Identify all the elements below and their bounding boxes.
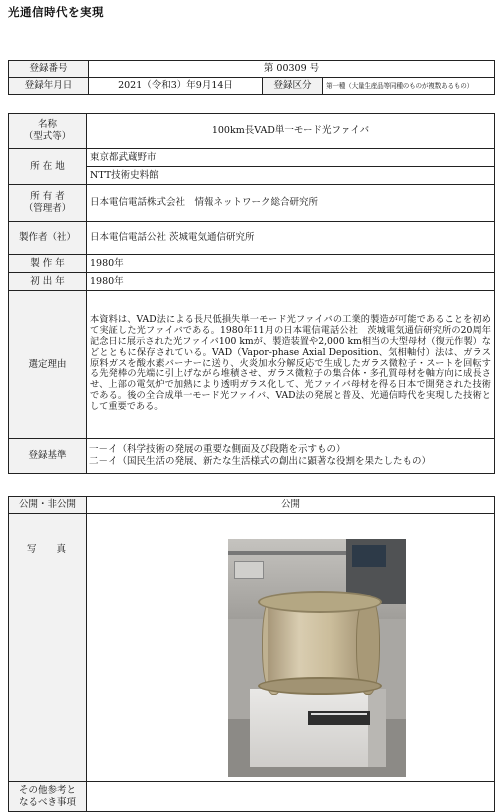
registration-table [8,60,495,95]
registration-category-value: 第一種（大量生産品等同種のものが複数あるもの） [323,78,495,95]
year-value: 1980年 [87,255,495,273]
notes-row [9,782,495,812]
page-title: 光通信時代を実現 [8,5,104,19]
name-row [9,114,495,149]
reason-row [9,291,495,439]
photo-background-object [234,561,264,579]
debut-label: 初 出 年 [9,273,87,291]
photo-pedestal-side [368,689,386,767]
registration-date-value: 2021（令和3）年9月14日 [89,78,263,95]
registration-date-label: 登録年月日 [9,78,89,95]
maker-label: 製作者（社） [9,222,87,255]
reason-text: 本資料は、VAD法による長尺低損失単一モード光ファイバの工業的製造が可能であることを初めて実証した光ファイバである。1980年11月の日本電信電話公社 茨城電気通信研究所の20周年記念日に展示された光ファイバ100 kmが、製造装置や2,000 km相当の大型母材（復元作製）などとともに保存されている。VAD（Vapor-phase Axial Deposition、気相軸付）法は、ガラス原料ガスを酸水素バーナーに送り、火炎加水分解反応で生成したガラス微粒子・スートを回転する先発棒の先端に引上げながら堆積させ、ガラス微粒子の集合体・多孔質母材を軸方向に成長させ、上部の電気炉で加熱により透明ガラス化して、光ファイバ母材を得る日本で開発された技術である。後の全合成単一モード光ファイバ、VAD法の発展と普及、光通信時代を実現した技術として重要である。 [87,291,495,439]
owner-row [9,185,495,222]
owner-label-line1: 所 有 者 [30,191,65,203]
notes-label-line1: その他参考と [18,784,76,796]
year-label: 製 作 年 [9,255,87,273]
reason-label: 選定理由 [9,291,87,439]
registration-date-row [9,78,495,95]
year-row [9,255,495,273]
notes-value [87,782,495,812]
photo-table [8,496,495,812]
debut-row [9,273,495,291]
registration-number-row [9,61,495,78]
owner-label [9,185,87,222]
notes-label [9,782,87,812]
location-line2: NTT技術史料館 [87,167,495,185]
exhibit-photo [228,539,406,777]
criteria-row [9,439,495,474]
notes-label-line2: なるべき事項 [18,796,76,808]
debut-value: 1980年 [87,273,495,291]
public-row [9,497,495,514]
photo-cell [87,514,495,782]
owner-value: 日本電信電話株式会社 情報ネットワーク総合研究所 [87,185,495,222]
location-row-1 [9,149,495,167]
public-label: 公開・非公開 [9,497,87,514]
criteria-label: 登録基準 [9,439,87,474]
registration-number-value: 第 00309 号 [89,61,495,78]
registration-category-label: 登録区分 [263,78,323,95]
fiber-reel-top-rim [258,591,382,613]
public-value: 公開 [87,497,495,514]
photo-label: 写真 [9,514,87,782]
maker-row [9,222,495,255]
name-label-line2: （型式等） [23,131,72,142]
name-label-line1: 名称 [37,119,57,131]
exhibit-plaque-text [311,713,367,715]
photo-pedestal [250,689,386,767]
registration-number-label: 登録番号 [9,61,89,78]
name-label [9,114,87,149]
location-label: 所 在 地 [9,149,87,185]
photo-monitor [352,545,386,567]
maker-value: 日本電信電話公社 茨城電気通信研究所 [87,222,495,255]
criteria-value [87,439,495,474]
criteria-line2: 二－イ（国民生活の発展、新たな生活様式の創出に顕著な役割を果たしたもの） [89,456,432,467]
location-line1: 東京都武蔵野市 [87,149,495,167]
criteria-line1: 一－イ（科学技術の発展の重要な側面及び段階を示すもの） [89,444,346,456]
owner-label-line2: （管理者） [23,203,72,214]
details-table [8,113,495,474]
fiber-reel-bottom-rim [258,677,382,695]
name-value: 100km長VAD単一モード光ファイバ [87,114,495,149]
photo-row [9,514,495,782]
